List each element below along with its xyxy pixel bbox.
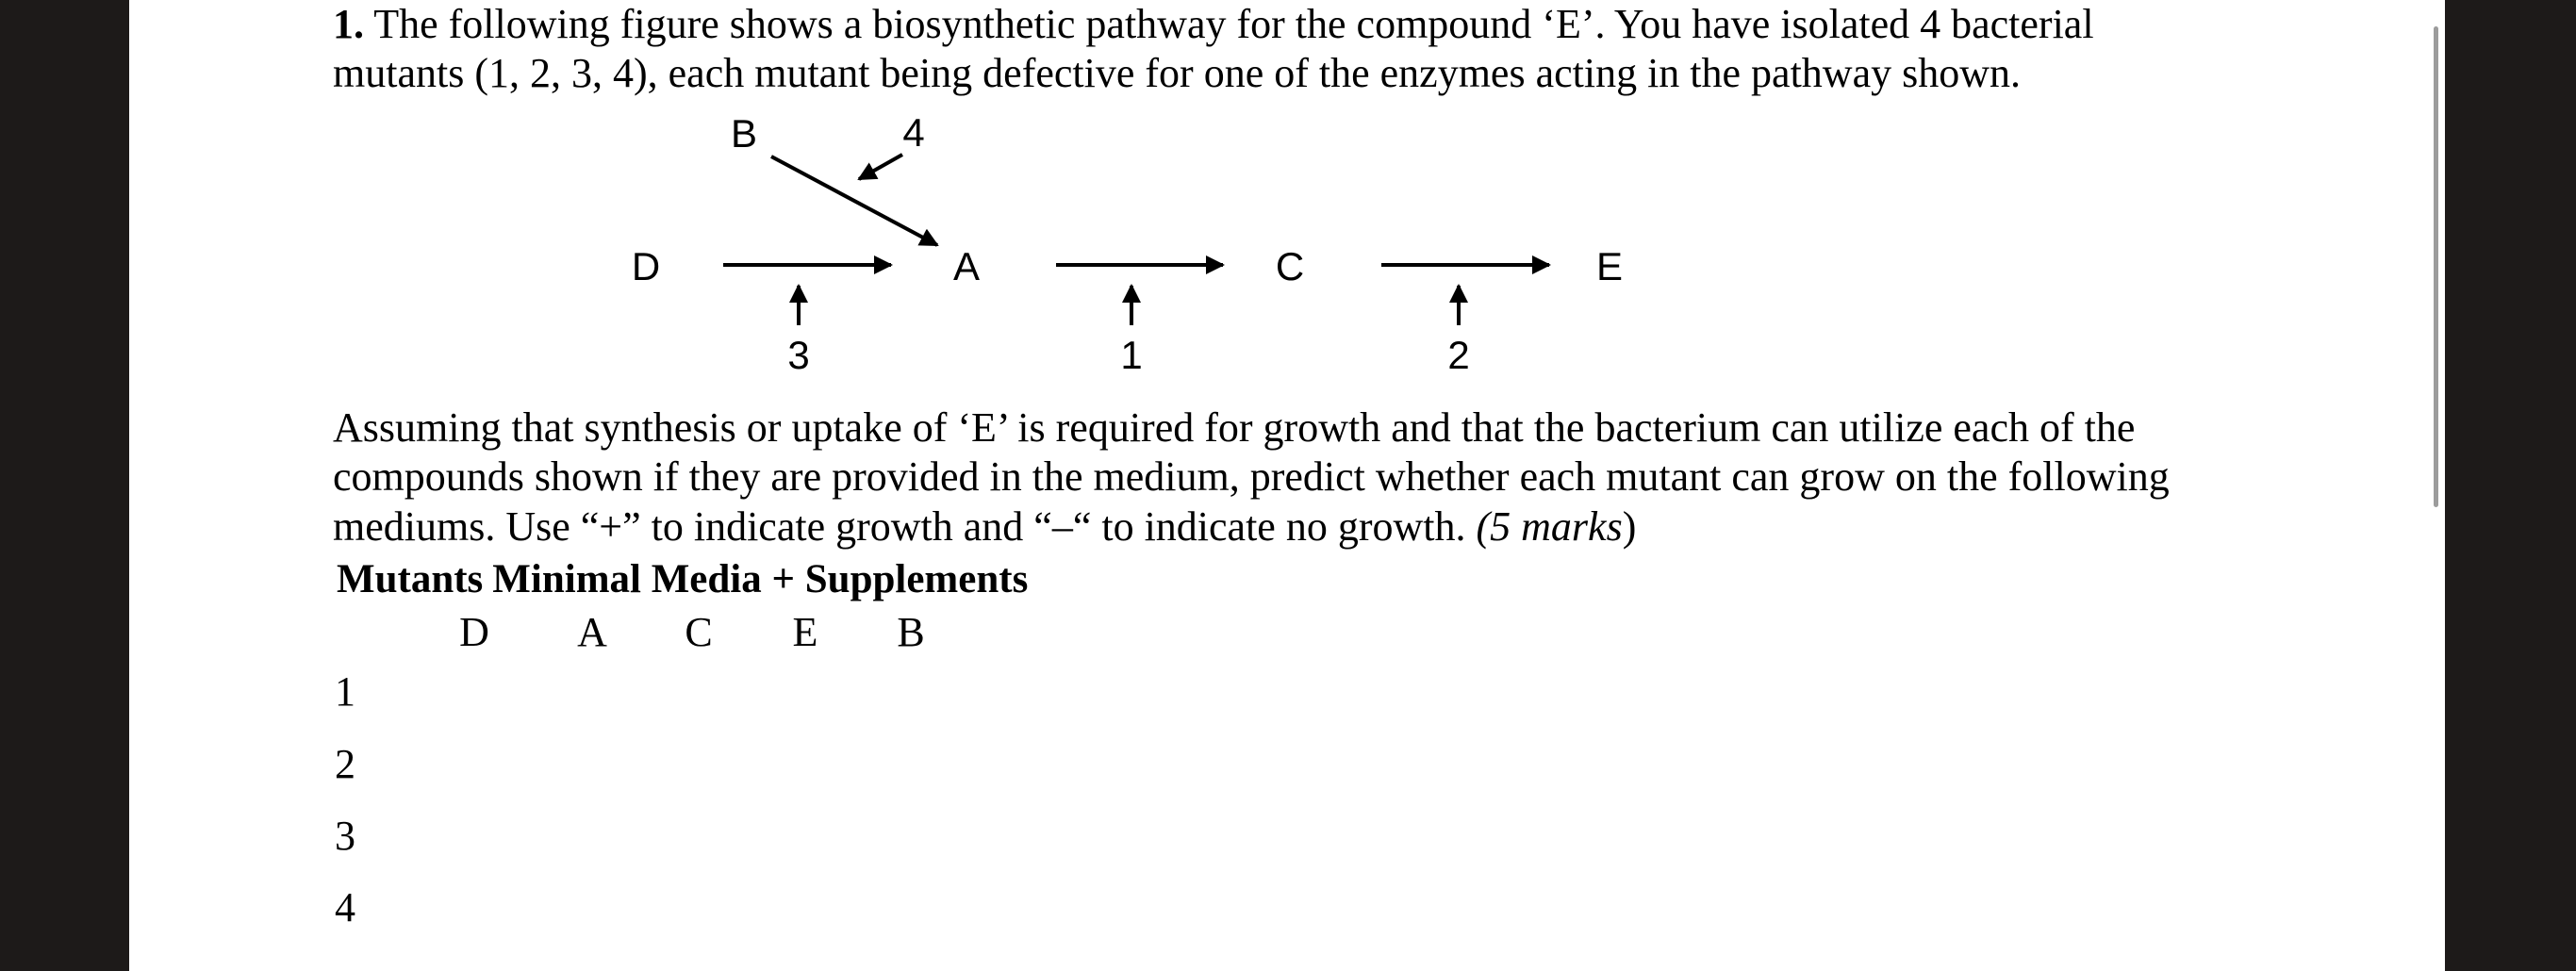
table-heading [337,556,1028,602]
vertical-scrollbar[interactable] [2428,0,2445,971]
block-arrow-enzyme-4 [859,155,902,179]
column-header-b: B [897,609,925,655]
pathway-diagram [129,0,2445,396]
assumption-text-1: Assuming that synthesis or uptake of ‘E’ is required for growth and that the bacterium can utilize each of the [333,404,2136,451]
enzyme-1-label: 1 [1120,333,1143,377]
assumption-text-2: compounds shown if they are provided in the medium, predict whether each mutant can grow on the following [333,453,2170,500]
assumption-text-3: mediums. Use “+” to indicate growth and “–“ to indicate no growth. [333,503,1477,550]
column-header-e: E [792,609,818,655]
enzyme-3-label: 3 [787,333,810,377]
mutant-row-label: 2 [335,741,355,787]
enzyme-2-label: 2 [1447,333,1470,377]
question-number: 1. [333,1,364,47]
column-header-a: A [577,609,607,655]
enzyme-4-label: 4 [902,110,925,155]
question-text-1: The following figure shows a biosynthetic pathway for the compound ‘E’. You have isolated 4 bacterial [373,1,2094,47]
assumption-line-2 [333,453,2294,502]
media-heading: Minimal Media + Supplements [492,557,1029,601]
compound-b-label: B [730,111,758,156]
column-header-c: C [685,609,713,655]
mutants-heading: Mutants [337,557,484,601]
mutant-row-label: 3 [335,813,355,859]
mutant-row-label: 4 [335,884,355,930]
document-page [129,0,2445,971]
assumption-line-3 [333,502,2294,552]
column-header-d: D [459,609,489,655]
assumption-line-1 [333,403,2294,453]
compound-d-label: D [631,244,661,288]
marks-note: (5 marks [1476,503,1623,550]
scrollbar-thumb[interactable] [2434,26,2438,507]
mutant-row-label: 1 [335,668,355,715]
compound-a-label: A [952,244,981,288]
compound-c-label: C [1275,244,1305,288]
arrow-b-to-a [771,156,937,245]
question-text-2: mutants (1, 2, 3, 4), each mutant being defective for one of the enzymes acting in the pathway shown. [333,50,2022,96]
marks-close-paren: ) [1622,503,1637,550]
compound-e-label: E [1595,244,1624,288]
